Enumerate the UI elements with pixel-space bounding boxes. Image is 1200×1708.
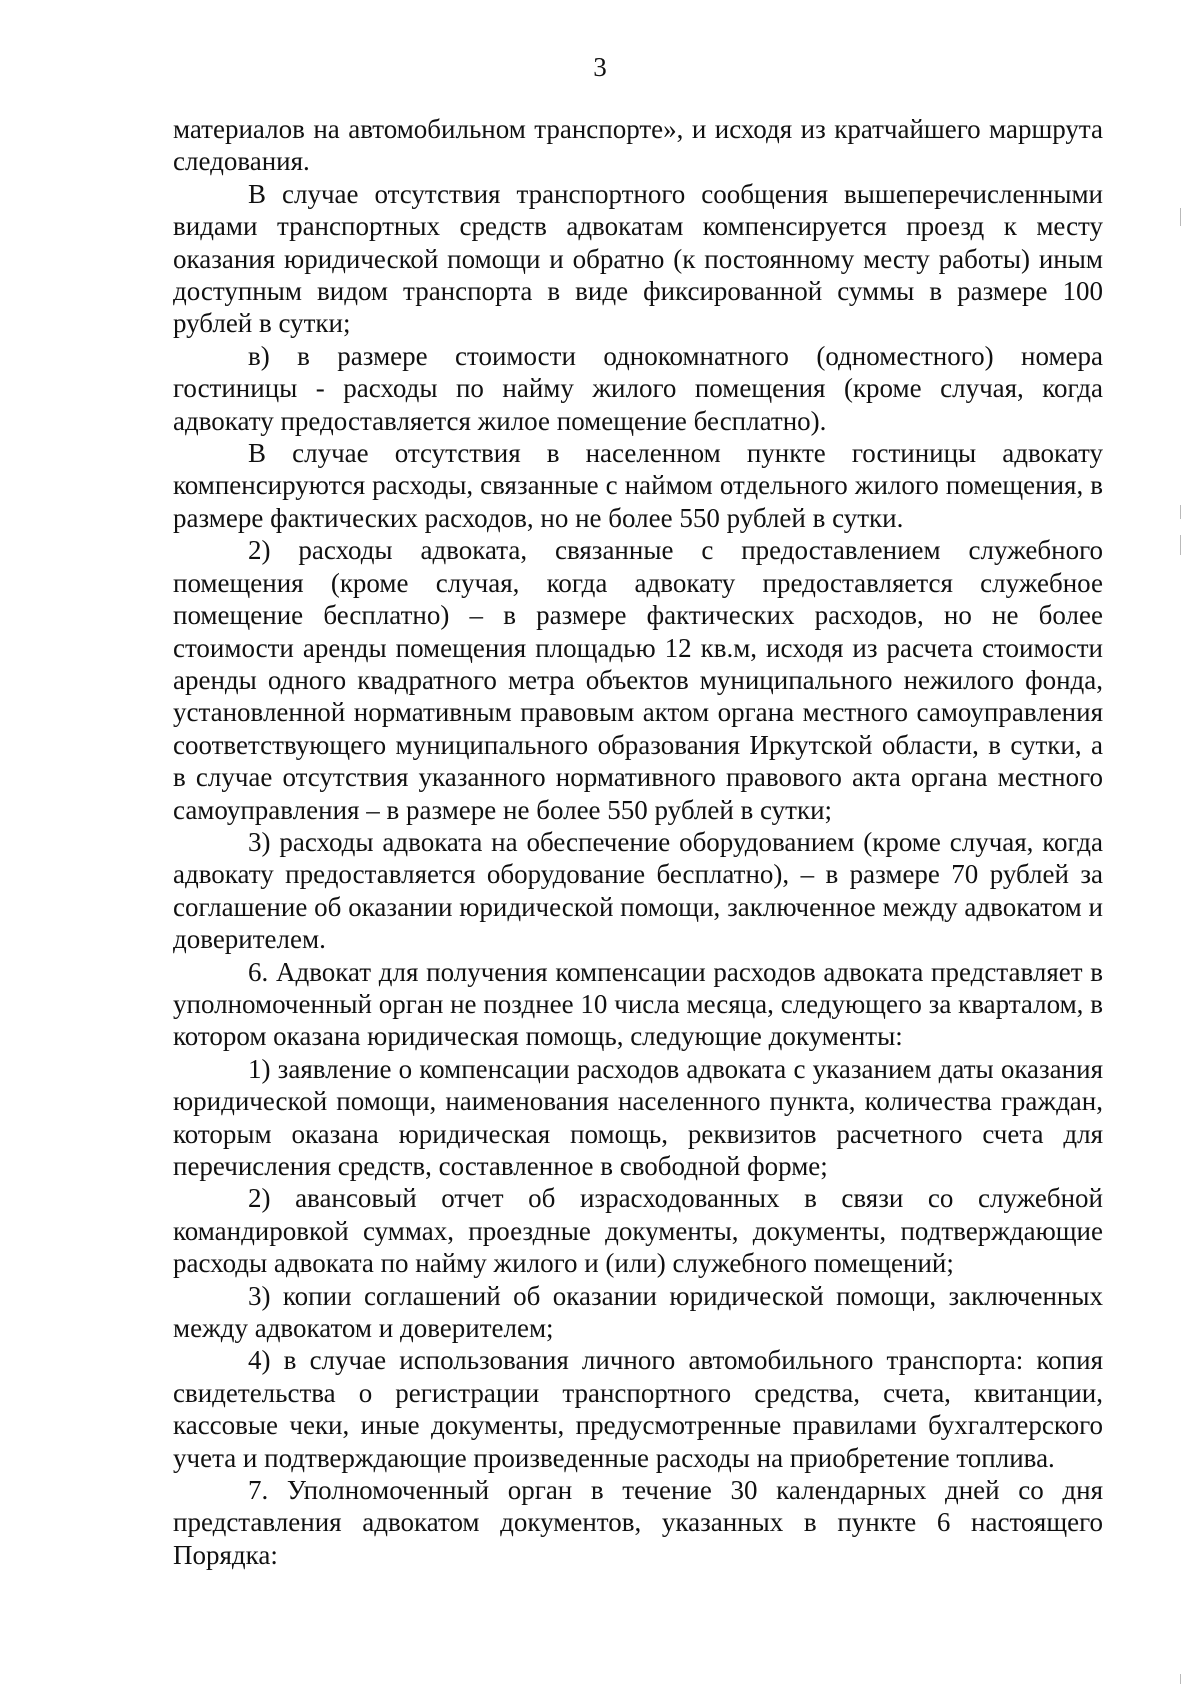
scan-edge-mark xyxy=(1180,535,1181,555)
paragraph-continuation: материалов на автомобильном транспорте», и исходя из кратчайшего маршрута следования. xyxy=(173,114,1103,177)
paragraph-office-expenses: 2) расходы адвоката, связанные с предоставлением служебного помещения (кроме случая, когда адвокату предоставляется служебное помещение бесплатно) – в размере фактических расходов, но не более стоимости аренды помещения площадью 12 кв.м, исходя из расчета стоимости аренды одного квадратного метра объектов муниципального нежилого фонда, установленной нормативным правовым актом органа местного самоуправления соответствующего муниципального образования Иркутской области, в сутки, а в случае отсутствия указанного нормативного правового акта органа местного самоуправления – в размере не более 550 рублей в сутки; xyxy=(173,535,1103,825)
paragraph-section-7: 7. Уполномоченный орган в течение 30 календарных дней со дня представления адвокатом документов, указанных в пункте 6 настоящего Порядка: xyxy=(173,1475,1103,1570)
body-text xyxy=(173,113,1103,1571)
scan-edge-mark xyxy=(1180,208,1181,226)
paragraph-no-hotel: В случае отсутствия в населенном пункте гостиницы адвокату компенсируются расходы, связанные с наймом отдельного жилого помещения, в размере фактических расходов, но не более 550 рублей в сутки. xyxy=(173,438,1103,533)
paragraph-item-1-application: 1) заявление о компенсации расходов адвоката с указанием даты оказания юридической помощи, наименования населенного пункта, количества граждан, которым оказана юридическая помощь, реквизитов расчетного счета для перечисления средств, составленное в свободной форме; xyxy=(173,1053,1103,1181)
page-number: 3 xyxy=(593,52,607,82)
scan-edge-mark xyxy=(1180,505,1181,519)
paragraph-equipment-expenses: 3) расходы адвоката на обеспечение оборудованием (кроме случая, когда адвокату предоставляется оборудование бесплатно), – в размере 70 рублей за соглашение об оказании юридической помощи, заключенное между адвокатом и доверителем. xyxy=(173,826,1103,955)
paragraph-section-6: 6. Адвокат для получения компенсации расходов адвоката представляет в уполномоченный орган не позднее 10 числа месяца, следующего за кварталом, в котором оказана юридическая помощь, следующие документы: xyxy=(173,956,1103,1052)
paragraph-item-3-agreements: 3) копии соглашений об оказании юридической помощи, заключенных между адвокатом и доверителем; xyxy=(173,1280,1103,1344)
paragraph-item-4-vehicle: 4) в случае использования личного автомобильного транспорта: копия свидетельства о регистрации транспортного средства, счета, квитанции, кассовые чеки, иные документы, предусмотренные правилами бухгалтерского учета и подтверждающие произведенные расходы на приобретение топлива. xyxy=(173,1345,1103,1473)
paragraph-item-2-advance-report: 2) авансовый отчет об израсходованных в связи со служебной командировкой суммах, проездные документы, документы, подтверждающие расходы адвоката по найму жилого и (или) служебного помещений; xyxy=(173,1183,1103,1279)
scan-edge-mark xyxy=(1180,1674,1181,1684)
paragraph-no-transport: В случае отсутствия транспортного сообщения вышеперечисленными видами транспортных средств адвокатам компенсируется проезд к месту оказания юридической помощи и обратно (к постоянному месту работы) иным доступным видом транспорта в виде фиксированной суммы в размере 100 рублей в сутки; xyxy=(173,178,1103,339)
paragraph-hotel-cost: в) в размере стоимости однокомнатного (одноместного) номера гостиницы - расходы по найму жилого помещения (кроме случая, когда адвокату предоставляется жилое помещение бесплатно). xyxy=(173,340,1103,436)
